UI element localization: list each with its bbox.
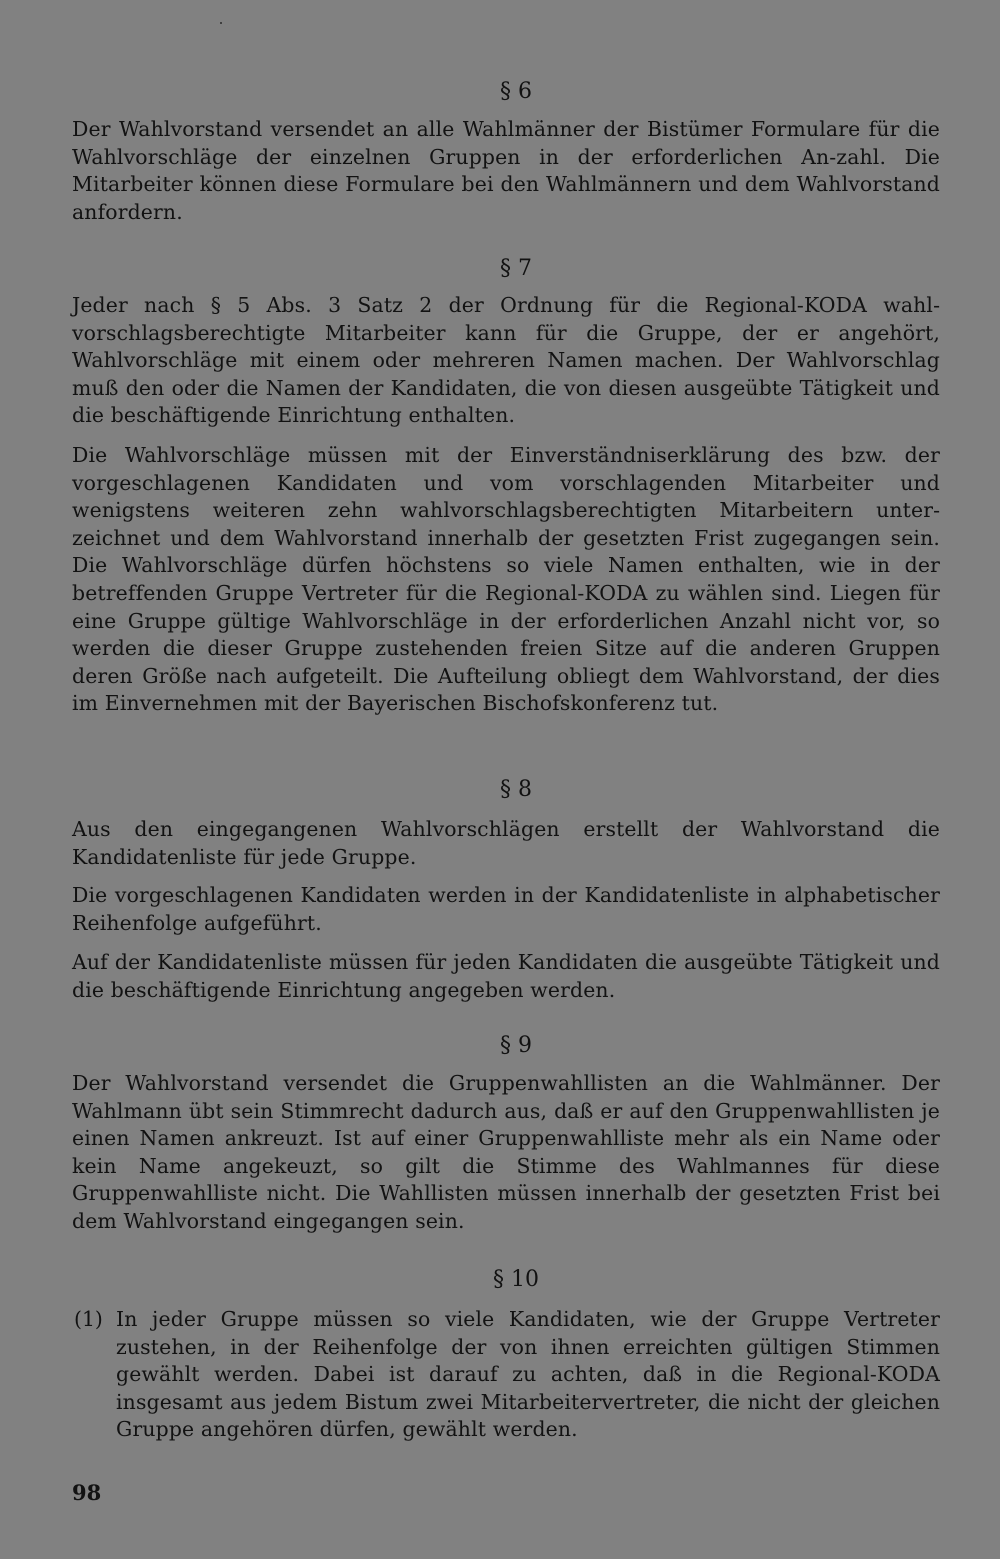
section-9-paragraph-1: Der Wahlvorstand versendet die Gruppenwahllisten an die Wahlmänner. Der Wahlmann übt sein Stimmrecht dadurch aus, daß er auf den Gruppenwahllisten je einen Namen ankreuzt. Ist auf einer Gruppenwahlliste mehr als ein Name oder kein Name angekeuzt, so gilt die Stimme des Wahlmannes für diese Gruppenwahlliste nicht. Die Wahllisten müssen innerhalb der gesetzten Frist bei dem Wahlvorstand eingegangen sein.: [72, 1071, 940, 1233]
section-8-paragraph-1: Aus den eingegangenen Wahlvorschlägen erstellt der Wahlvorstand die Kandidatenliste für jede Gruppe.: [72, 817, 940, 869]
item-number: (1): [74, 1307, 103, 1331]
page-number: 98: [72, 1480, 102, 1505]
section-7-paragraph-2: Die Wahlvorschläge müssen mit der Einverständniserklärung des bzw. der vorgeschlagenen Kandidaten und vom vorschlagenden Mitarbeiter und wenigstens weiteren zehn wahlvorschlagsberechtigten Mitarbeitern unterzeichnet und dem Wahlvorstand innerhalb der gesetzten Frist zugegangen sein. Die Wahlvorschläge dürfen höchstens so viele Namen enthalten, wie in der betreffenden Gruppe Vertreter für die Regional-KODA zu wählen sind. Liegen für eine Gruppe gültige Wahlvorschläge in der erforderlichen Anzahl nicht vor, so werden die dieser Gruppe zustehenden freien Sitze auf die anderen Gruppen deren Größe nach aufgeteilt. Die Aufteilung obliegt dem Wahlvorstand, der dies im Einvernehmen mit der Bayerischen Bischofskonferenz tut.: [72, 443, 940, 716]
section-6-paragraph-1: Der Wahlvorstand versendet an alle Wahlmänner der Bistümer Formulare für die Wahlvorschläge der einzelnen Gruppen in der erforderlichen An-zahl. Die Mitarbeiter können diese Formulare bei den Wahlmännern und dem Wahlvorstand anfordern.: [72, 117, 940, 224]
section-heading-10: § 10: [493, 1267, 539, 1292]
document-page: [72, 0, 940, 1559]
item-text: In jeder Gruppe müssen so viele Kandidaten, wie der Gruppe Vertreter zustehen, in der Reihenfolge der von ihnen erreichten gültigen Stimmen gewählt werden. Dabei ist darauf zu achten, daß in die Regional-KODA insgesamt aus jedem Bistum zwei Mitarbeitervertreter, die nicht der gleichen Gruppe angehören dürfen, gewählt werden.: [116, 1307, 940, 1442]
section-heading-6: § 6: [500, 79, 532, 104]
section-8-paragraph-2: Die vorgeschlagenen Kandidaten werden in der Kandidatenliste in alphabetischer Reihenfolge aufgeführt.: [72, 883, 940, 935]
section-heading-8: § 8: [500, 777, 532, 802]
section-8-paragraph-3: Auf der Kandidatenliste müssen für jeden Kandidaten die ausgeübte Tätigkeit und die beschäftigende Einrichtung angegeben werden.: [72, 950, 940, 1002]
section-7-paragraph-1: Jeder nach § 5 Abs. 3 Satz 2 der Ordnung für die Regional-KODA wahlvorschlagsberechtigte Mitarbeiter kann für die Gruppe, der er angehört, Wahlvorschläge mit einem oder mehreren Namen machen. Der Wahlvorschlag muß den oder die Namen der Kandidaten, die von diesen ausgeübte Tätigkeit und die beschäftigende Einrichtung enthalten.: [72, 293, 940, 428]
section-heading-7: § 7: [500, 256, 532, 281]
section-heading-9: § 9: [500, 1033, 532, 1058]
section-10-item-1: [72, 1306, 940, 1444]
